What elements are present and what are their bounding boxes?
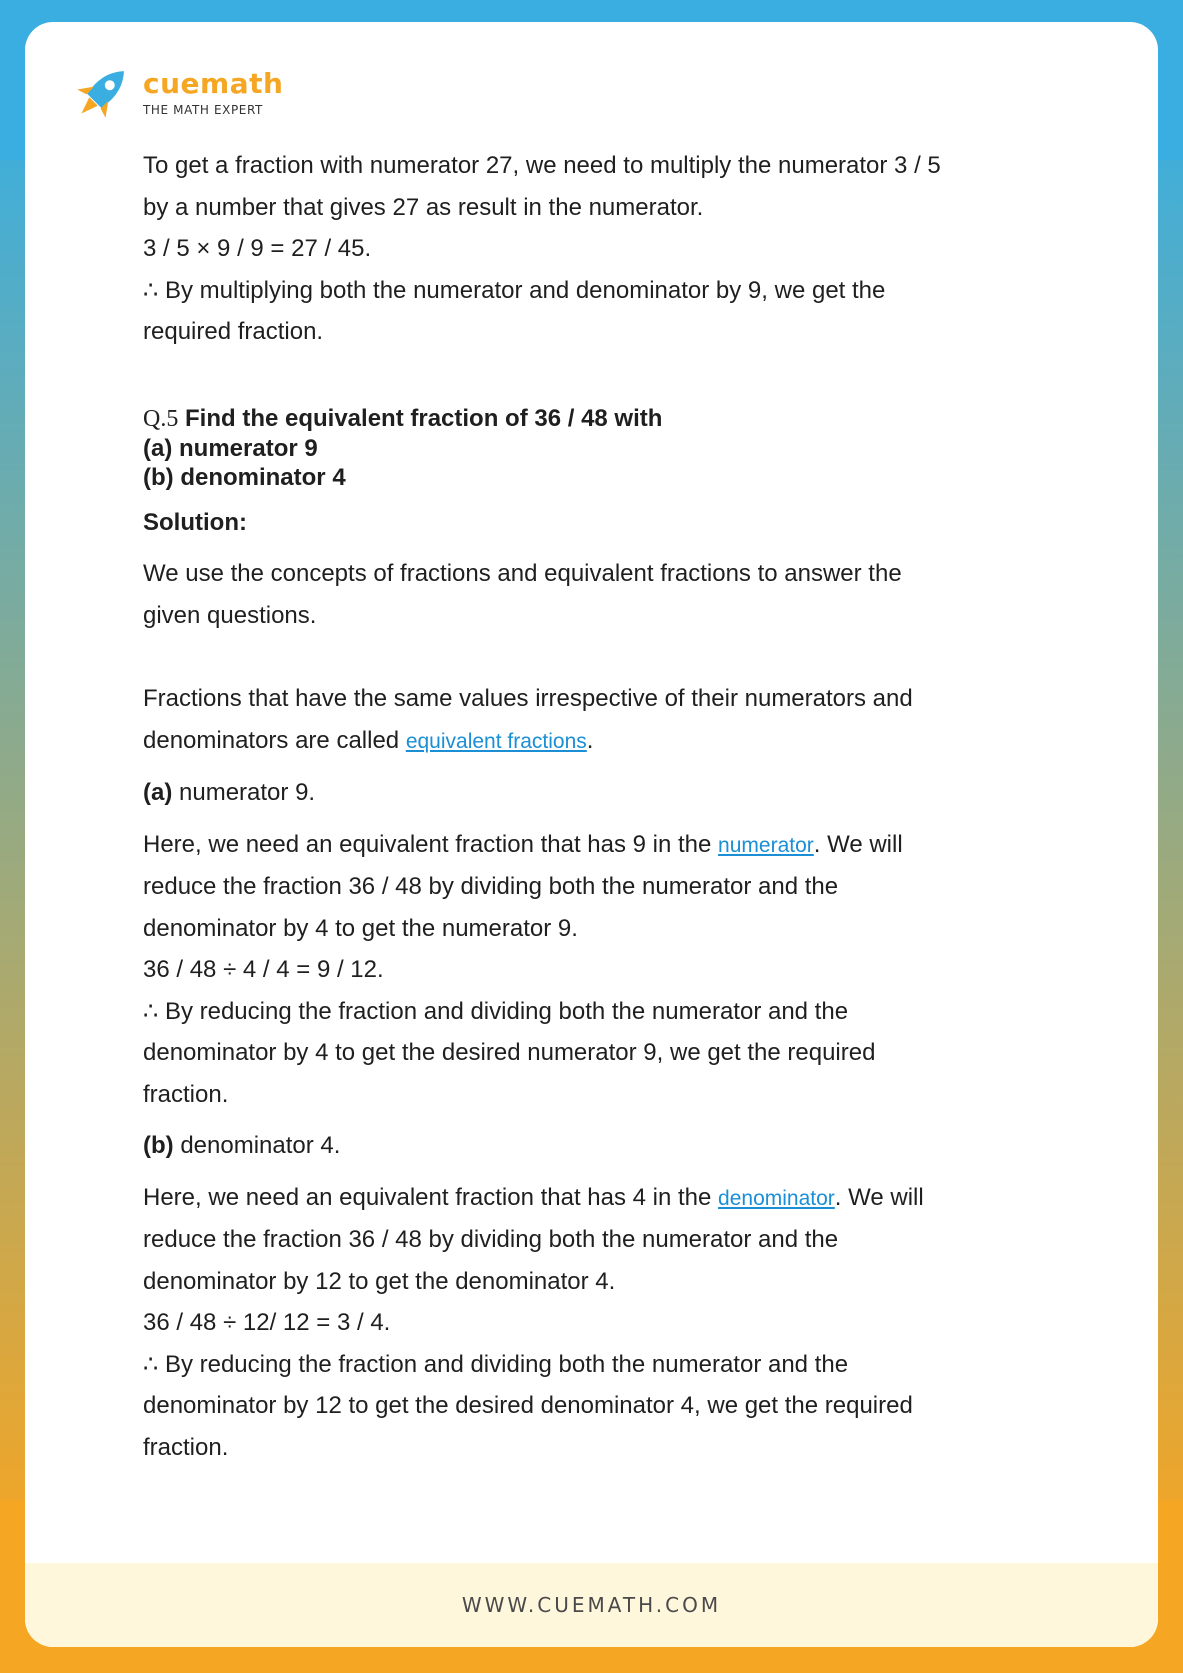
- footer-url[interactable]: WWW.CUEMATH.COM: [461, 1593, 722, 1617]
- denominator-link[interactable]: denominator: [718, 1186, 835, 1210]
- solution-intro: We use the concepts of fractions and equivalent fractions to answer the: [143, 560, 902, 587]
- part-b-line: denominator by 12 to get the denominator 4.: [143, 1267, 616, 1295]
- intro-conclusion: ∴ By multiplying both the numerator and denominator by 9, we get the: [143, 276, 886, 304]
- part-a-conclusion: ∴ By reducing the fraction and dividing both the numerator and the: [143, 997, 849, 1025]
- brand-name: cuemath: [143, 67, 284, 100]
- brand-tagline: THE MATH EXPERT: [143, 103, 263, 117]
- intro-equation: 3 / 5 × 9 / 9 = 27 / 45.: [143, 235, 372, 262]
- question-part-a: (a) numerator 9: [143, 434, 318, 462]
- part-b-conclusion: denominator by 12 to get the desired denominator 4, we get the required: [143, 1392, 913, 1419]
- definition-line: denominators are called equivalent fractions.: [143, 726, 594, 754]
- part-b-equation: 36 / 48 ÷ 12/ 12 = 3 / 4.: [143, 1309, 391, 1336]
- part-a-conclusion: fraction.: [143, 1080, 229, 1108]
- part-b-conclusion: ∴ By reducing the fraction and dividing both the numerator and the: [143, 1350, 849, 1378]
- solution-heading: Solution:: [143, 508, 247, 536]
- part-a-conclusion: denominator by 4 to get the desired numerator 9, we get the required: [143, 1039, 876, 1066]
- rocket-icon: [67, 58, 137, 128]
- question-number: Q.5: [143, 405, 179, 432]
- part-b-conclusion: fraction.: [143, 1433, 229, 1461]
- intro-line: by a number that gives 27 as result in the numerator.: [143, 193, 704, 221]
- definition-line: Fractions that have the same values irrespective of their numerators and: [143, 685, 913, 712]
- footer: [25, 1563, 1158, 1647]
- intro-conclusion: required fraction.: [143, 318, 324, 345]
- part-a-equation: 36 / 48 ÷ 4 / 4 = 9 / 12.: [143, 956, 384, 983]
- part-a-line: denominator by 4 to get the numerator 9.: [143, 914, 578, 942]
- question-text: Find the equivalent fraction of 36 / 48 with: [185, 404, 663, 432]
- part-a-line: reduce the fraction 36 / 48 by dividing both the numerator and the: [143, 873, 839, 900]
- part-a-label: (a): [143, 779, 173, 806]
- cuemath-logo[interactable]: [67, 58, 283, 128]
- intro-line: To get a fraction with numerator 27, we need to multiply the numerator 3 / 5: [143, 152, 941, 179]
- part-a-heading: (a) numerator 9.: [143, 779, 316, 806]
- part-b-heading: (b) denominator 4.: [143, 1132, 341, 1159]
- solution-intro: given questions.: [143, 601, 317, 629]
- part-b-line: reduce the fraction 36 / 48 by dividing both the numerator and the: [143, 1226, 839, 1253]
- question-part-b: (b) denominator 4: [143, 463, 346, 491]
- part-a-line: Here, we need an equivalent fraction that has 9 in the numerator. We will: [143, 830, 903, 858]
- page-card: [25, 22, 1158, 1647]
- question-title: [143, 404, 1103, 434]
- document-body: [143, 145, 1103, 1468]
- part-b-line: Here, we need an equivalent fraction that has 4 in the denominator. We will: [143, 1183, 924, 1211]
- part-b-label: (b): [143, 1132, 174, 1159]
- question-block: [143, 404, 1103, 492]
- numerator-link[interactable]: numerator: [718, 833, 814, 857]
- equivalent-fractions-link[interactable]: equivalent fractions: [405, 729, 587, 753]
